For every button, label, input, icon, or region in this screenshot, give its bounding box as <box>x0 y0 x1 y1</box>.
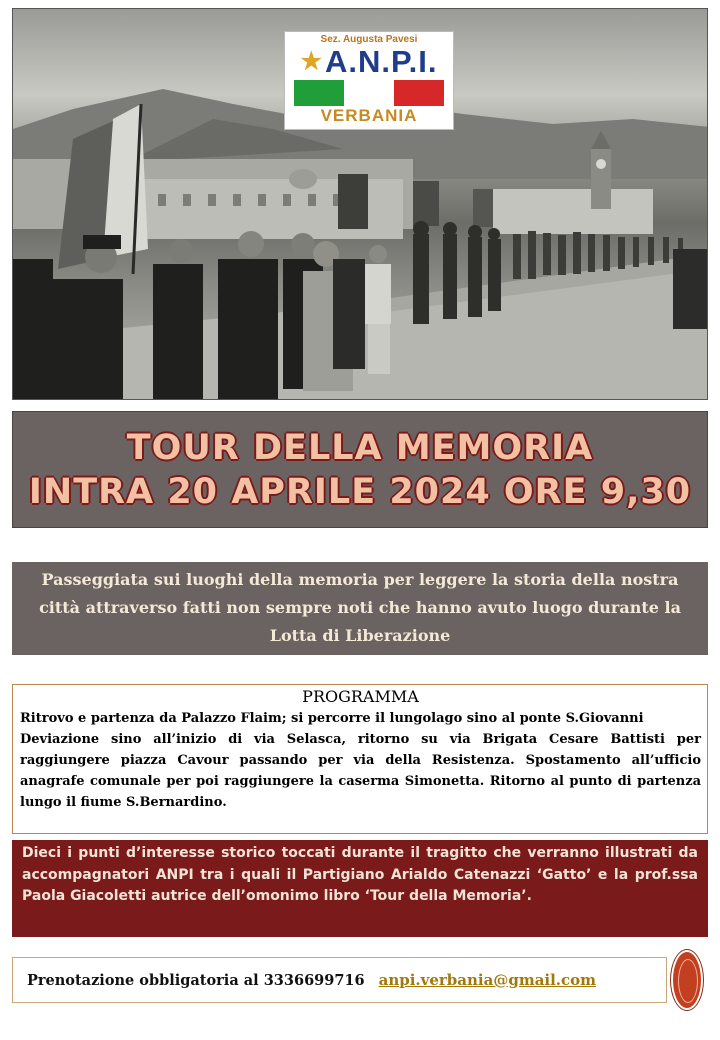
flag-white-stripe <box>344 80 394 106</box>
decorative-oval-icon <box>671 950 703 1010</box>
intro-text: Passeggiata sui luoghi della memoria per leggere la storia della nostra città attraverso fatti non sempre noti che hanno avuto luogo durante la Lotta di Liberazione <box>12 562 708 655</box>
star-icon: ★ <box>300 48 323 75</box>
logo-section-name: Sez. Augusta Pavesi <box>320 34 418 45</box>
points-of-interest-text: Dieci i punti d’interesse storico toccati durante il tragitto che verranno illustrati da accompagnatori ANPI tra i quali il Partigiano Arialdo Catenazzi ‘Gatto’ e la prof.ssa Paola Giacoletti autrice dell’omonimo libro ‘Tour della Memoria’. <box>12 840 708 937</box>
programma-line-1: Ritrovo e partenza da Palazzo Flaim; si percorre il lungolago sino al ponte S.Giovanni <box>20 711 644 726</box>
programma-heading: PROGRAMMA <box>302 687 419 706</box>
italian-flag-icon <box>294 80 444 106</box>
historic-photo <box>12 8 708 400</box>
title-banner <box>12 411 708 528</box>
flag-red-stripe <box>394 80 444 106</box>
programma-body <box>20 708 701 813</box>
booking-bar <box>12 957 667 1003</box>
logo-anpi-text: A.N.P.I. <box>324 44 438 79</box>
logo-city: VERBANIA <box>320 106 418 125</box>
email-link[interactable]: anpi.verbania@gmail.com <box>378 971 597 989</box>
title-line-2: INTRA 20 APRILE 2024 ORE 9,30 <box>28 472 692 512</box>
booking-label: Prenotazione obbligatoria al 3336699716 <box>27 971 365 989</box>
flag-green-stripe <box>294 80 344 106</box>
programma-box <box>12 684 708 834</box>
programma-line-2: Deviazione sino all’inizio di via Selasca, ritorno su via Brigata Cesare Battisti per raggiungere piazza Cavour passando per via della Resistenza. Spostamento all’ufficio anagrafe comunale per poi raggiungere la caserma Simonetta. Ritorno al punto di partenza lungo il fiume S.Bernardino. <box>20 732 701 810</box>
title-line-1: TOUR DELLA MEMORIA <box>126 428 594 468</box>
anpi-logo <box>284 31 454 130</box>
logo-wordmark <box>285 46 453 78</box>
